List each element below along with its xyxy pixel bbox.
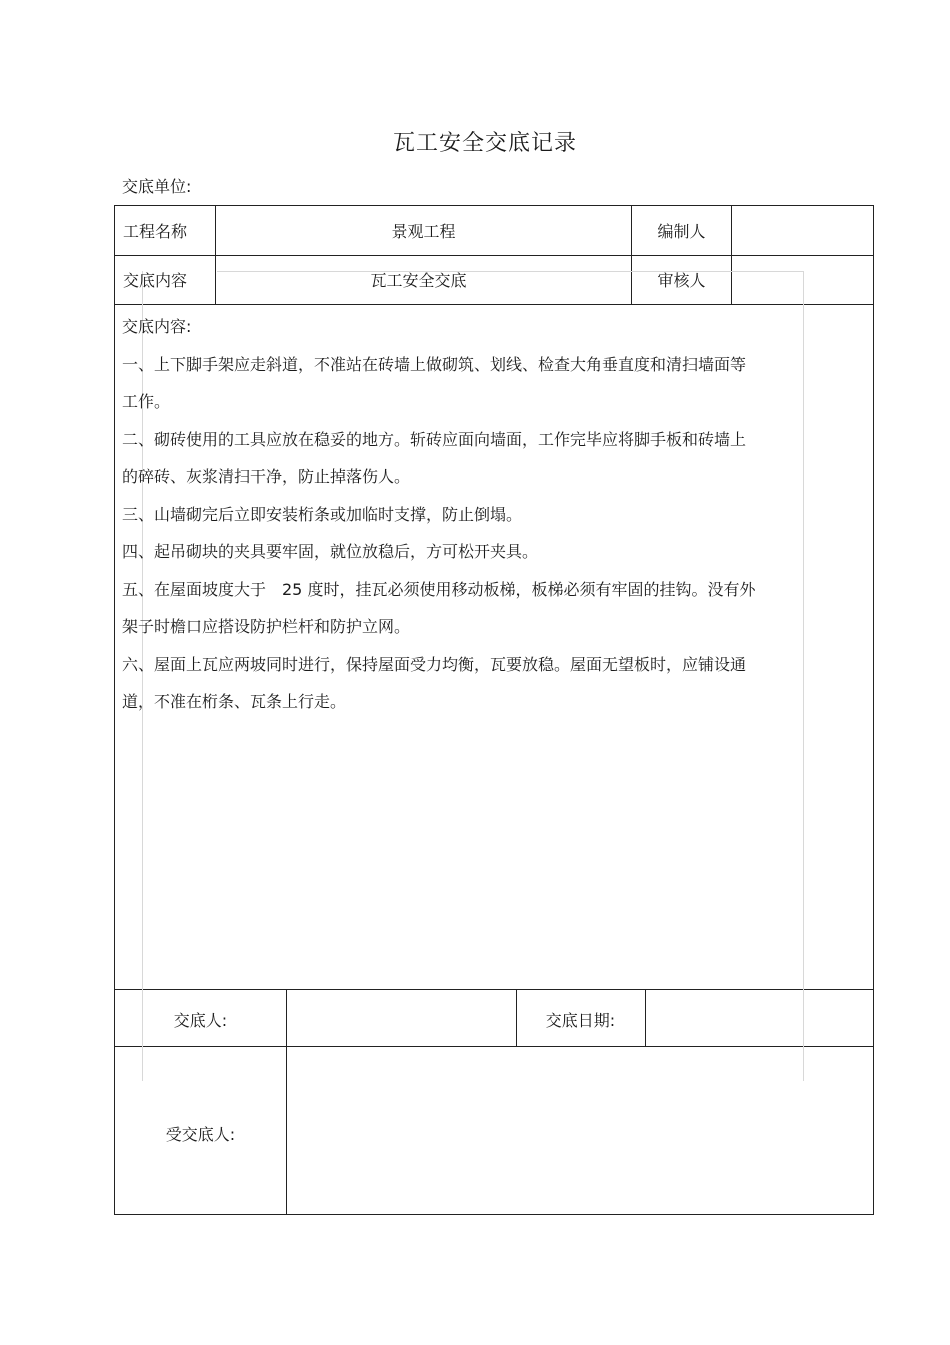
content-line: 架子时檐口应搭设防护栏杆和防护立网。 bbox=[122, 617, 411, 636]
content-line: 二、砌砖使用的工具应放在稳妥的地方。斩砖应面向墙面，工作完毕应将脚手板和砖墙上 bbox=[122, 429, 747, 449]
project-name-label: 工程名称 bbox=[123, 222, 188, 241]
receiver-label: 受交底人: bbox=[165, 1125, 236, 1144]
content-heading: 交底内容: bbox=[122, 317, 192, 336]
content-line: 工作。 bbox=[122, 392, 171, 411]
content-line: 道，不准在桁条、瓦条上行走。 bbox=[122, 692, 347, 711]
col-divider bbox=[645, 989, 646, 1046]
row-divider bbox=[115, 989, 873, 990]
disclosure-content bbox=[122, 308, 842, 721]
discloser-label: 交底人: bbox=[173, 1011, 228, 1030]
row-divider bbox=[115, 255, 873, 256]
content-line: 六、屋面上瓦应两坡同时进行，保持屋面受力均衡，瓦要放稳。屋面无望板时，应铺设通 bbox=[122, 654, 747, 674]
reviewer-label: 审核人 bbox=[657, 271, 706, 290]
project-name-value: 景观工程 bbox=[391, 222, 456, 241]
row-divider bbox=[115, 304, 873, 305]
content-type-value: 瓦工安全交底 bbox=[370, 271, 467, 290]
row-divider bbox=[115, 1046, 873, 1047]
content-line: 五、在屋面坡度大于 25 度时，挂瓦必须使用移动板梯，板梯必须有牢固的挂钩。没有外 bbox=[122, 579, 756, 599]
editor-label: 编制人 bbox=[657, 222, 706, 241]
disclosure-unit-label: 交底单位: bbox=[122, 177, 192, 196]
col-divider bbox=[286, 989, 287, 1214]
content-line: 一、上下脚手架应走斜道，不准站在砖墙上做砌筑、划线、检查大角垂直度和清扫墙面等 bbox=[122, 354, 747, 374]
date-label: 交底日期: bbox=[545, 1011, 616, 1030]
col-divider bbox=[731, 206, 732, 304]
content-line: 的碎砖、灰浆清扫干净，防止掉落伤人。 bbox=[122, 467, 411, 486]
document-title: 瓦工安全交底记录 bbox=[392, 131, 577, 156]
content-line: 三、山墙砌完后立即安装桁条或加临时支撑，防止倒塌。 bbox=[122, 504, 523, 524]
content-line: 四、起吊砌块的夹具要牢固，就位放稳后，方可松开夹具。 bbox=[122, 542, 539, 561]
content-type-label: 交底内容 bbox=[123, 271, 188, 290]
